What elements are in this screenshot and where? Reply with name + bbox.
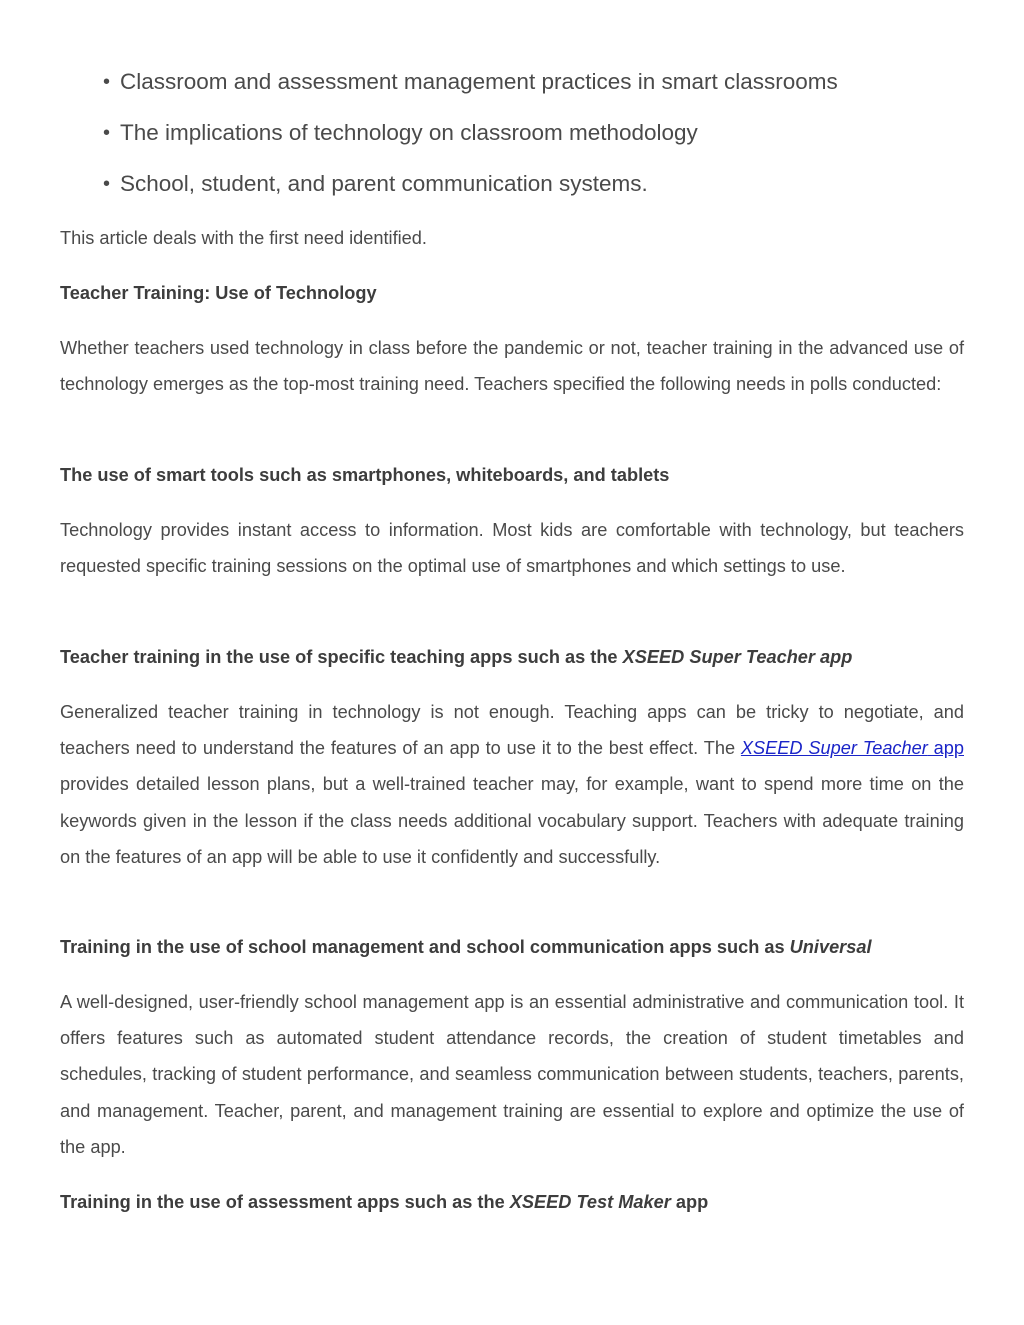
assessment-apps-heading: [60, 1184, 964, 1220]
teaching-apps-paragraph: [60, 694, 964, 875]
section-paragraph: Whether teachers used technology in class before the pandemic or not, teacher training in the advanced use of technology emerges as the top-most training need. Teachers specified the following needs in polls conducted:: [60, 338, 964, 395]
school-management-heading-app-name: Universal: [789, 937, 872, 957]
school-management-paragraph: A well-designed, user-friendly school management app is an essential administrative and communication tool. It offers features such as automated student attendance records, the creation of student timetables and schedules, tracking of student performance, and seamless communication between students, teachers, parents, and management. Teacher, parent, and management training are essential to explore and optimize the use of the app.: [60, 992, 964, 1157]
bullet-item: [60, 64, 964, 115]
bullet-text: School, student, and parent communication systems.: [120, 171, 648, 196]
needs-bullet-list: [60, 64, 964, 217]
bullet-item: [60, 166, 964, 217]
bullet-item: [60, 115, 964, 166]
xseed-super-teacher-link-tail: app: [927, 738, 964, 759]
intro-paragraph: This article deals with the first need identified.: [60, 228, 427, 248]
teaching-apps-heading: [60, 639, 964, 675]
assessment-apps-heading-suffix: app: [670, 1192, 709, 1212]
xseed-super-teacher-link-italic: XSEED Super Teacher: [740, 738, 928, 759]
teaching-apps-paragraph-end: provides detailed lesson plans, but a well-trained teacher may, for example, want to spend more time on the keywords given in the lesson if the class needs additional vocabulary support. Teachers with adequate training on the features of an app will be able to use it confidently and successfully.: [60, 774, 964, 867]
school-management-heading: [60, 929, 964, 965]
bullet-dot-icon: •: [103, 173, 111, 195]
smart-tools-heading: The use of smart tools such as smartphones, whiteboards, and tablets: [60, 465, 670, 485]
school-management-heading-text: Training in the use of school management and school communication apps such as: [60, 937, 790, 957]
xseed-super-teacher-link[interactable]: [741, 738, 964, 758]
bullet-text: Classroom and assessment management practices in smart classrooms: [120, 69, 838, 94]
article-page: [60, 0, 964, 1212]
section-heading: Teacher Training: Use of Technology: [60, 283, 377, 303]
teaching-apps-heading-text: Teacher training in the use of specific teaching apps such as the: [60, 647, 623, 667]
smart-tools-paragraph: Technology provides instant access to information. Most kids are comfortable with technology, but teachers requested specific training sessions on the optimal use of smartphones and which settings to use.: [60, 520, 964, 577]
teaching-apps-heading-app-name: XSEED Super Teacher app: [622, 647, 853, 667]
assessment-apps-heading-app-name: XSEED Test Maker: [509, 1192, 671, 1212]
bullet-text: The implications of technology on classroom methodology: [120, 120, 698, 145]
assessment-apps-heading-text: Training in the use of assessment apps such as the: [60, 1192, 510, 1212]
bullet-dot-icon: •: [103, 71, 111, 93]
teaching-apps-paragraph-start: Generalized teacher training in technology is not enough. Teaching apps can be tricky to negotiate, and teachers need to understand the features of an app to use it to the best effect. The: [60, 702, 964, 759]
bullet-dot-icon: •: [103, 122, 111, 144]
